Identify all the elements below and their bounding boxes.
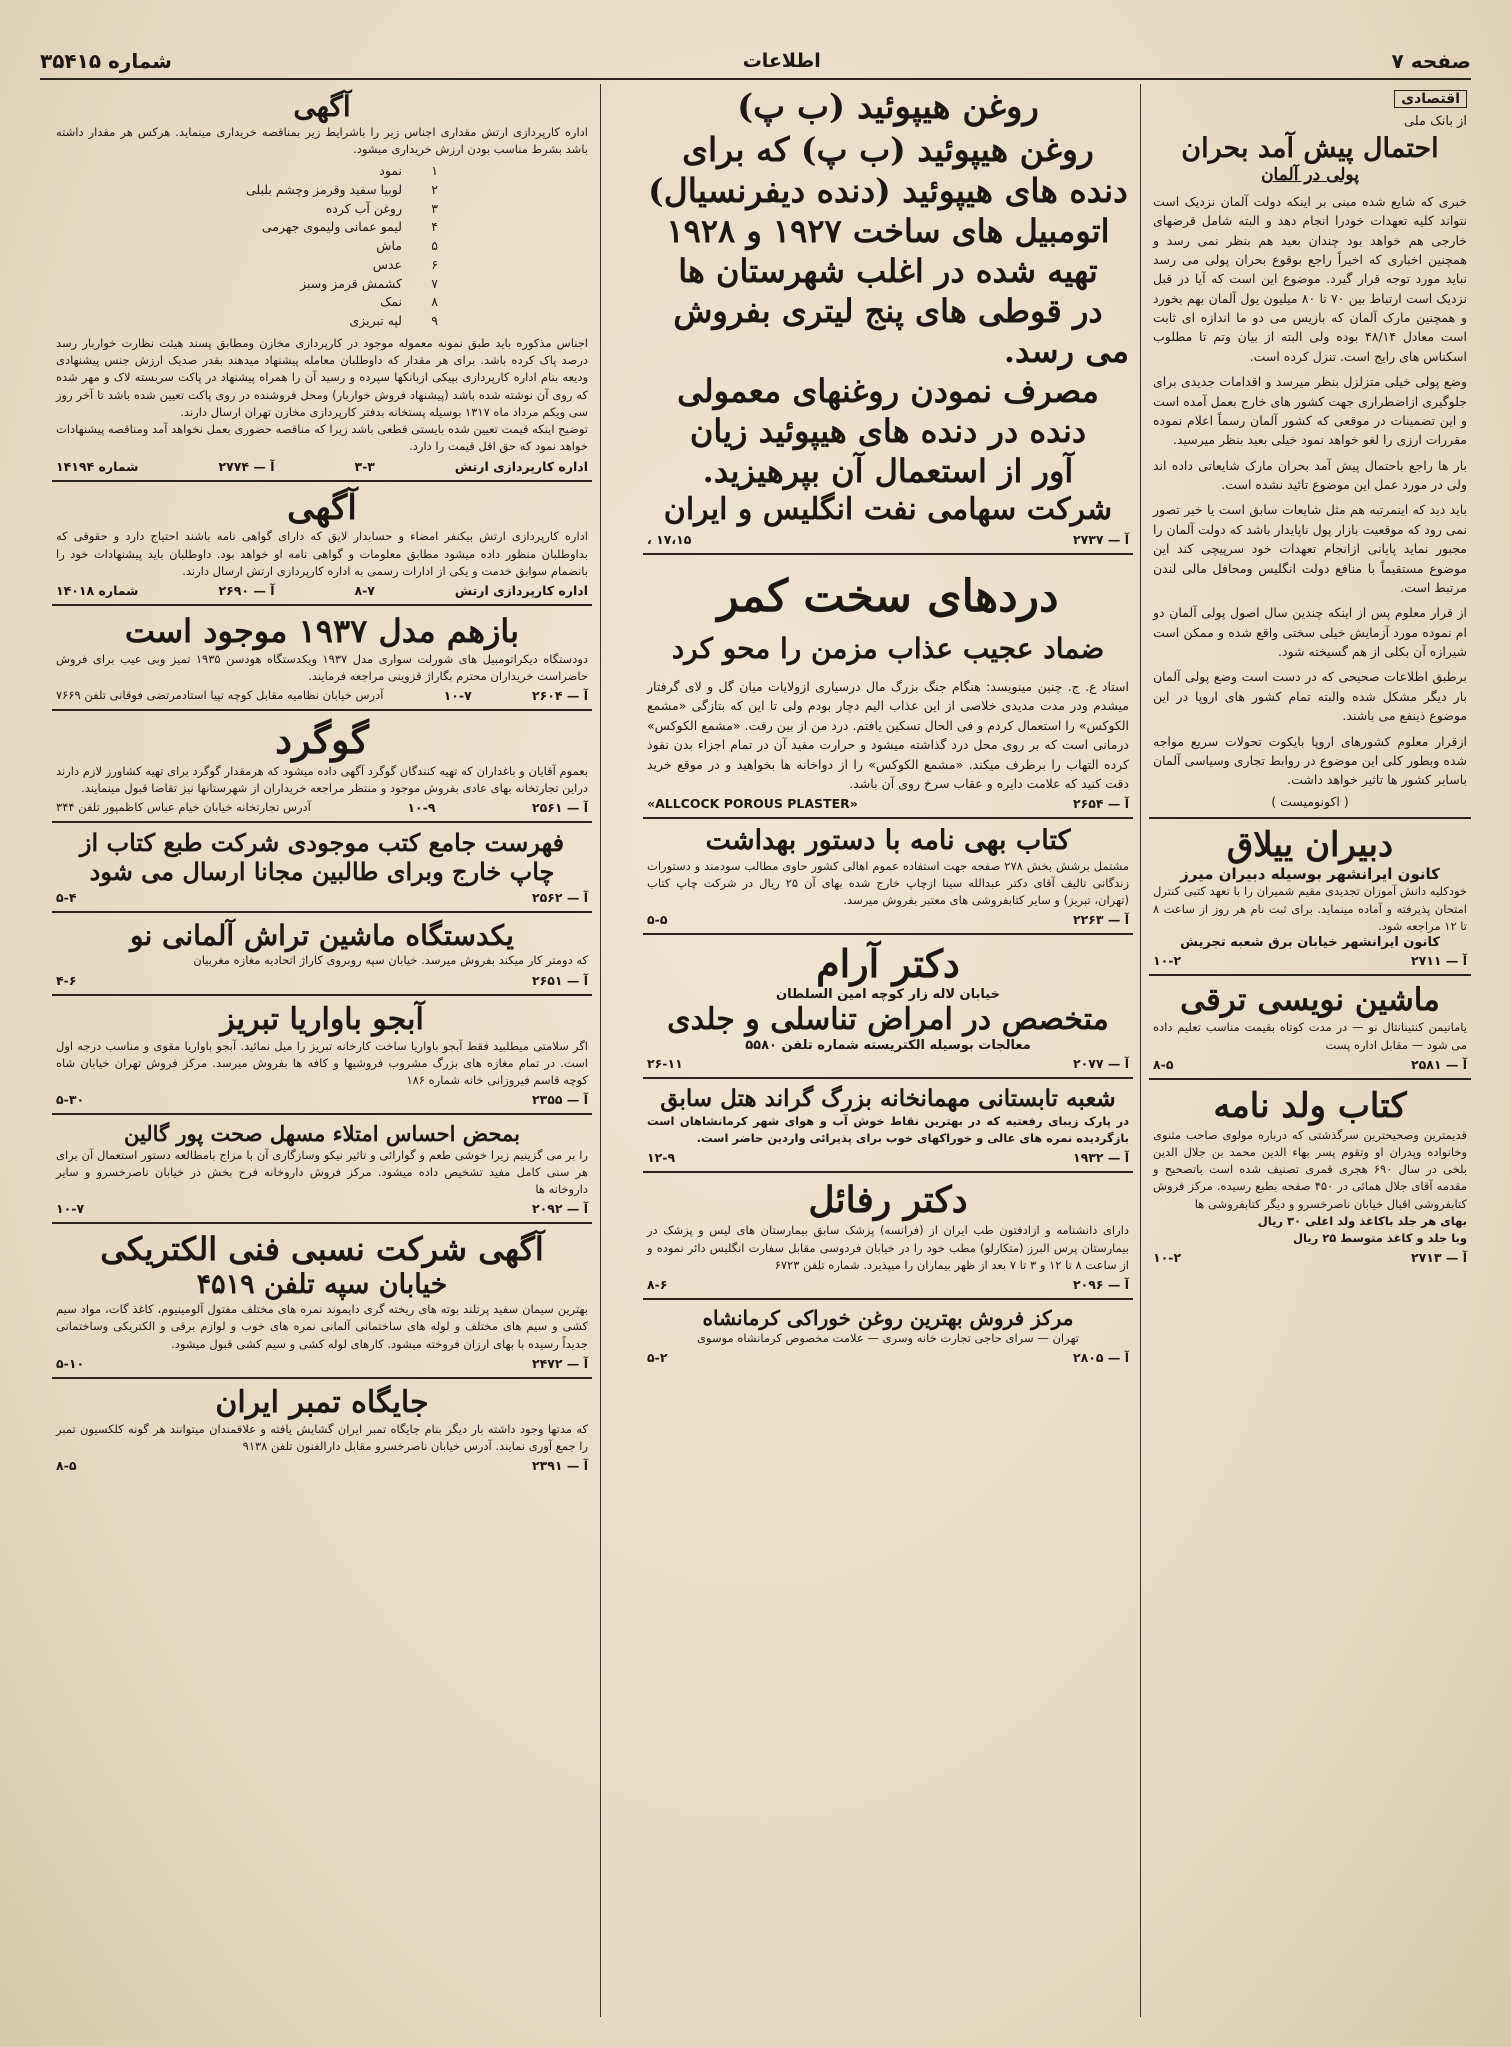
item-number: ۳ — [431, 200, 438, 216]
ad-body: اداره کارپردازی ارتش بیکنفر امضاء و حسابدار لایق که دارای گواهی نامه باشند احتیاج دارد و حقوقی که بداوطلبان منظور داده میشود مطابق معلومات و گواهی نامه او خواهد بود. داوطلبان باید پیشنهادات خود را بانضمام سوابق خدمت و یکی از ادارات رسمی به اداره کارپردازی ارتش ارسال دارند. — [56, 529, 588, 578]
article-credit: ( اکونومیست ) — [1271, 793, 1349, 809]
electric-ad-subtitle: خیابان سپه تلفن ۴۵۱۹ — [196, 1268, 448, 1300]
item-label: نمود — [379, 163, 402, 179]
laxative-ad-body: را بر می گزینیم زیرا خوشی طعم و گوارائی و تاثیر نیکو وسازگاری آن با مزاج بامطالعه دستور استعمال آن برای هر سنی کامل مفید تشخیص داده میشود. مرکز فروش داروخانه فرح بخش در خیابان ناصرخسرو و سایر داروخانه ها — [56, 1147, 588, 1196]
ad-date: ۸-۵ — [1153, 1056, 1174, 1072]
school-ad-address: کانون ایرانشهر خیابان برق شعبه تجریش — [1180, 935, 1440, 951]
army-staff-ad — [52, 482, 592, 607]
ad-code: آ — ۲۶۰۴ — [531, 688, 588, 704]
laxative-ad-title: بمحض احساس امتلاء مسهل صحت پور گالین — [123, 1121, 521, 1147]
ad-date: ۱۰-۲ — [1153, 953, 1182, 969]
car-ad-address: آدرس خیابان نظامیه مقابل کوچه تپیا استادمرتضی فوقانی تلفن ۷۶۶۹ — [56, 688, 384, 703]
supplies-list-item — [56, 312, 438, 331]
ads-column — [52, 84, 592, 2017]
item-label: کشمش قرمز وسبز — [300, 275, 402, 291]
middle-column — [643, 84, 1133, 2017]
hotel-body: در پارک زیبای رفعتیه که در بهترین نقاط خوش آب و هوای شهر کرمانشاهان است بازگردیده نمره های عالی و خوراکهای خوب برای پذیرائی واردین حاضر است. — [647, 1113, 1129, 1145]
electric-company-ad — [52, 1224, 592, 1379]
hotel-ad — [643, 1079, 1133, 1173]
book-ad-price: بهای هر جلد باکاغذ ولد اعلی ۳۰ ریال — [1257, 1213, 1467, 1228]
army-supplies-ad — [52, 84, 592, 482]
ad-date: ۵-۱۰ — [56, 1355, 85, 1371]
cooking-oil-title: مرکز فروش بهترین روغن خوراکی کرمانشاه — [702, 1306, 1074, 1331]
ad-date: ۸-۶ — [647, 1277, 668, 1293]
ad-code: آ — ۲۶۹۰ — [218, 583, 275, 599]
ad-code: آ — ۲۵۶۲ — [531, 889, 588, 905]
oil-ad-company: شرکت سهامی نفت انگلیس و ایران — [663, 492, 1113, 527]
book-ad-body: قدیمترین وصحیحترین سرگذشتی که درباره مولوی صاحب مثنوی وخانواده وپدران او وتقوم پسر بهاء الدین محمد بن جلال الدین بلخی در سال ۶۹۰ هجری قمری تصنیف شده است باتصحیح و مقدمه آقای جلال همائی در ۴۵۰ صفحه بطبع رسیده. مرکز فروش کتابفروشی اقبال خیابان ناصرخسرو و دیگر کتابفروشی ها — [1153, 1127, 1467, 1211]
typing-ad-title: ماشین نویسی ترقی — [1180, 982, 1440, 1019]
ad-date: ۱۲-۹ — [647, 1150, 676, 1166]
beer-ad — [52, 996, 592, 1116]
sulfur-ad — [52, 711, 592, 823]
ad-intro: اداره کارپردازی ارتش مقداری اجناس زیر را باشرایط زیر بمناقصه خریداری مینماید. هرکس هر مقدار داشته باشد بشرط مناسب بودن ارزش خریداری میشود. — [56, 124, 588, 156]
doctor-address: خیابان لاله زار کوچه امین السلطان — [776, 987, 1000, 1003]
ad-code: آ — ۲۵۶۱ — [531, 800, 588, 816]
car-ad-title: بازهم مدل ۱۹۳۷ موجود است — [124, 612, 520, 651]
health-book-ad — [643, 819, 1133, 935]
item-label: نمک — [380, 294, 402, 310]
back-pain-title: دردهای سخت کمر — [717, 570, 1059, 622]
ad-date: ۵-۴ — [56, 889, 77, 905]
oil-ad-line: در قوطی های پنج لیتری بفروش — [673, 292, 1103, 330]
ad-code: آ — ۲۲۶۳ — [1072, 912, 1129, 928]
oil-ad-line: مصرف نمودن روغنهای معمولی — [677, 372, 1099, 410]
beer-ad-title: آبجو باواریا تبریز — [220, 1001, 424, 1037]
ad-title: آگهی — [287, 487, 357, 528]
ad-code: آ — ۲۶۵۴ — [1072, 796, 1129, 812]
sulfur-ad-address: آدرس تجارتخانه خیابان خیام عباس کاظمپور تلفن ۳۴۴ — [56, 800, 311, 815]
item-number: ۵ — [431, 238, 438, 254]
ad-date: ۲۶-۱۱ — [647, 1056, 683, 1072]
book-ad-price: وبا جلد و کاغذ متوسط ۲۵ ریال — [1292, 1231, 1467, 1246]
ad-signature: اداره کارپردازی ارتش — [454, 458, 588, 474]
supplies-list-item — [56, 275, 438, 294]
column-rule-left — [600, 84, 601, 2017]
section-label: اقتصادی — [1394, 90, 1467, 108]
oil-ad-line: دنده های هیپوئید (دنده دیفرنسیال) — [648, 170, 1128, 210]
page-number: صفحه ۷ — [1391, 49, 1471, 73]
supplies-list-item — [56, 181, 438, 200]
book-ad — [1149, 1080, 1471, 1272]
back-pain-subtitle: ضماد عجیب عذاب مزمن را محو کرد — [671, 631, 1105, 665]
lathe-ad-body: که دومتر کار میکند بفروش میرسد. خیابان سپه روبروی کاراژ اتحادیه مغازه مغربیان — [193, 953, 588, 968]
supplies-list-item — [56, 162, 438, 181]
supplies-list-item — [56, 293, 438, 312]
oil-ad-line: می رسد. — [1003, 332, 1129, 370]
article-paragraph: از قرار معلوم پس از اینکه چندین سال اصول پولی آلمان دو ام نموده مورد آزمایش خیلی سختی واقع شده و ممکن است شیرازه آن بکلی از هم گسیخته شود. — [1153, 605, 1467, 660]
ad-code: آ — ۲۴۷۲ — [531, 1355, 588, 1371]
article-paragraph: ازقرار معلوم کشورهای اروپا بایکوت تحولات سریع مواجه شده وبطور کلی این موضوع در روابط تجاری وسیاسی آلمان باسایر کشور ها تاثیر خواهد داشت. — [1153, 733, 1467, 788]
ad-code: آ — ۲۳۵۵ — [531, 1092, 588, 1108]
car-ad-body: دودستگاه دیکراتومبیل های شورلت سواری مدل ۱۹۳۷ ویکدستگاه هودسن ۱۹۳۵ تمیز وبی عیب برای فروش حاضراست خریداران محترم بگاراژ قزوینی مراجعه فرمایند. — [56, 651, 588, 683]
health-book-body: مشتمل برشش بخش ۲۷۸ صفحه جهت استفاده عموم اهالی کشور حاوی مطالب سودمند و دستورات زندگانی تالیف آقای دکتر عبدالله سینا ازچاپ خارج شده بهای آن ۲۵ ریال در شرکت چاپ کتاب (تهران، تبریز) و سایر کتابفروشی های معتبر بفروش میرسد. — [647, 858, 1130, 908]
school-ad-subtitle: کانون ایرانشهر بوسیله دبیران میرز — [1180, 865, 1440, 884]
article-paragraph: خبری که شایع شده مبنی بر اینکه دولت آلمان نزدیک است نتواند کلیه تعهدات خودرا انجام دهد و البته شامل قرضهای خارجی هم خواهد بود چندان بعید هم بنظر نمی رسد و همچنین اخباری که اخیراً راجع بوقوع بحران پولی می رسد نباید مورد توجه قرار گیرد. موضوع این است که آیا در قبل نزدیک است ارتباط بین ۷۰ تا ۸۰ میلیون یول آلمان بهم بخورد و همچنین مارک آلمان که بازیس می دو ما اندازه ای ثابت است معادل ۴۸/۱۴ بوده ولی البته از بیان وتم تا مطلوب اسکناس های رایج است. تنزل کرده است. — [1153, 193, 1468, 364]
ad-code: آ — ۲۶۵۱ — [531, 972, 588, 988]
item-label: لپه تبریزی — [349, 313, 402, 329]
oil-ad-line: آور از استعمال آن بپرهیزید. — [702, 452, 1074, 490]
ad-code: آ — ۱۹۳۲ — [1072, 1150, 1129, 1166]
school-ad-body: خودکلیه دانش آموزان تجدیدی مقیم شمیران را با تعهد کتبی کنترل امتحان پذیرفته و آماده مینماید. برای ثبت نام هر روز از ساعت ۸ تا ۱۲ مراجعه شود. — [1153, 884, 1467, 933]
lathe-ad-title: یکدستگاه ماشین تراش آلمانی نو — [130, 918, 514, 952]
stamp-ad — [52, 1379, 592, 1480]
supplies-list-item — [56, 256, 438, 275]
health-book-title: کتاب بهی نامه با دستور بهداشت — [705, 825, 1071, 857]
oil-ad-line: اتومبیل های ساخت ۱۹۲۷ و ۱۹۲۸ — [666, 212, 1110, 250]
catalog-line: چاپ خارج وبرای طالبین مجانا ارسال می شود — [89, 856, 555, 886]
book-ad-title: کتاب ولد نامه — [1213, 1085, 1407, 1126]
supplies-list — [56, 162, 588, 331]
item-number: ۱ — [431, 163, 438, 179]
ad-date: ۸-۵ — [56, 1458, 77, 1474]
stamp-ad-body: که مدتها وجود داشته بار دیگر بنام جایگاه تمبر ایران گشایش یافته و علاقمندان میتوانند هر گونه کلکسیون تمبر را جمع آوری نمایند. آدرس خیابان ناصرخسرو مقابل دارالفنون تلفن ۹۱۳۸ — [56, 1421, 588, 1454]
ad-code: آ — ۲۷۷۴ — [218, 458, 275, 474]
ad-code: آ — ۲۰۹۲ — [531, 1201, 588, 1217]
ad-body: اجناس مذکوره باید طبق نمونه معموله موجود در کارپردازی مخازن ومطابق پسند هیئت نظارت خواربار رسد درصد پاک کرده باشد. برای هر مقدار که داوطلبان معامله پیشنهاد میدهند بقدر صدیک ارزش جنس پیشنهادی ودیعه بنام اداره کارپردازی بپیکی ازبانکها سپرده و رسید آن را همراه پیشنهاد در پاکت سربسته لاک و مهر شده که روی آن نوشته شده باشد (پیشنهاد فروش خواربار) ومحل فروشنده در روی پاکت تعیین شده باشد تا آخر روز سی ویکم مرداد ماه ۱۳۱۷ بوسیله پستخانه بدفتر کارپردازی مخازن تهران ارسال دارند. — [56, 335, 588, 419]
article-subhead: پولی در آلمان — [1261, 165, 1359, 186]
ad-code: آ — ۲۸۰۵ — [1072, 1350, 1129, 1366]
oil-ad-line: تهیه شده در اغلب شهرستان ها — [678, 252, 1098, 290]
ad-code: آ — ۲۵۸۱ — [1410, 1056, 1467, 1072]
item-label: لیمو عمانی ولیموی جهرمی — [261, 219, 402, 235]
book-catalog-ad — [52, 823, 592, 913]
electric-ad-body: بهترین سیمان سفید پرتلند بوته های ریخته گری دایموند نمره های مختلف مفتول آلومینیوم، کاغذ گات، مواد سیم کشی و سیم های مختلف و لوله های ساختمانی آلمانی نمره های خوب و لوازم برقی و الکتریکی وساختمانی جدیداً رسیده با بهای ارزان فروخته میشود. کارهای لوله کشی و سیم کشی قبول میشود. — [56, 1302, 588, 1351]
item-label: عدس — [372, 256, 402, 272]
item-number: ۴ — [431, 219, 438, 235]
ad-signature: اداره کارپردازی ارتش — [454, 583, 588, 599]
ad-code: آ — ۲۳۹۱ — [531, 1458, 588, 1474]
back-pain-ad — [643, 555, 1133, 820]
cooking-oil-ad — [643, 1300, 1133, 1371]
oil-ad-line: روغن هیپوئید (ب پ) که برای — [682, 129, 1094, 169]
item-number: ۹ — [431, 313, 438, 329]
item-label: روغن آب کرده — [325, 200, 402, 216]
item-number: ۷ — [431, 275, 438, 291]
supplies-list-item — [56, 237, 438, 256]
ad-date: ۵-۳۰ — [56, 1092, 85, 1108]
catalog-line: فهرست جامع کتب موجودی شرکت طبع کتاب از — [79, 828, 565, 858]
car-ad — [52, 606, 592, 711]
beer-ad-body: اگر سلامتی میطلبید فقط آبجو باواریا ساخت کارخانه تبریز را میل نمائید. آبجو باواریا مقوی و مناسب درجه اول است. در تمام مغازه های بزرگ مشروب فروشیها و کافه ها بفروش میرسد. مرکز فروش تهران خیابان شاه کوچه قاسم فیروزانی خانه شماره ۱۸۶ — [56, 1038, 588, 1088]
brand-name: «ALLCOCK POROUS PLASTER» — [647, 796, 858, 812]
ad-number: شماره ۱۴۰۱۸ — [56, 583, 139, 599]
stamp-ad-title: جایگاه تمبر ایران — [215, 1384, 429, 1420]
ad-code: آ — ۲۷۱۱ — [1410, 953, 1467, 969]
doctor-phone: معالجات بوسیله الکتریسته شماره تلفن ۵۵۸۰ — [745, 1038, 1031, 1054]
typing-ad — [1149, 976, 1471, 1080]
item-label: لوبیا سفید وقرمز وچشم بلبلی — [245, 181, 402, 197]
doctor-specialty: متخصص در امراض تناسلی و جلدی — [667, 1002, 1109, 1038]
ad-title: آگهی — [293, 90, 351, 123]
ad-code: آ — ۲۷۳۷ — [1072, 531, 1129, 547]
item-number: ۸ — [431, 294, 438, 310]
oil-ad-line: دنده در دنده های هیپوئید زیان — [689, 412, 1087, 450]
paper-name: اطلاعات — [742, 50, 821, 72]
ad-code: آ — ۲۰۷۷ — [1072, 1056, 1129, 1072]
typing-ad-body: یامانیمن کنتینانتال نو — در مدت کوتاه بقیمت مناسب تعلیم داده می شود — مقابل اداره پست — [1153, 1020, 1467, 1052]
hotel-title: شعبه تابستانی مهمانخانه بزرگ گراند هتل سابق — [660, 1085, 1116, 1113]
electric-ad-title: آگهی شرکت نسبی فنی الکتریکی — [100, 1230, 544, 1269]
ad-date: ۵-۵ — [647, 912, 668, 928]
ad-date: ۸-۷ — [354, 583, 375, 599]
ad-date: ۳-۳ — [354, 458, 375, 474]
doctor-name: دکتر رفائل — [808, 1179, 968, 1222]
school-ad-title: دبیران ییلاق — [1226, 824, 1394, 865]
ad-date: ۱۰-۲ — [1153, 1250, 1182, 1266]
sulfur-ad-title: گوگرد — [275, 717, 369, 763]
ad-date: ۴-۶ — [56, 972, 77, 988]
economic-column — [1149, 84, 1471, 2017]
lathe-ad — [52, 913, 592, 996]
ad-date: ۱۷،۱۵ ، — [647, 531, 692, 547]
ad-date: ۱۰-۹ — [407, 800, 436, 816]
ad-date: ۱۰-۷ — [56, 1201, 85, 1217]
article-paragraph: برطبق اطلاعات صحیحی که در دست است وضع پولی آلمان بار دیگر مشکل شده والبته تمام کشور های اروپا در این موضوع ذینفع می باشند. — [1153, 669, 1467, 724]
page-header — [40, 44, 1471, 80]
article-paragraph: باید دید که اینمرتبه هم مثل شایعات سابق است یا خیر تصور نمی رود که موقعیت بازار پول ناپایدار باشد که دولت آلمان را مجبور نماید پایانی ازانجام تعهدات خود سرپیچی کند این موضوع مستقیماً با منافع دولت انگلیس ومحافل مالی لندن مرتبط است. — [1153, 502, 1467, 595]
ad-note: توضیح اینکه قیمت تعیین شده بایستی قطعی باشد زیرا که مناقصه حضوری بعمل نخواهد آمد ومناقصه پیشنهادات خواهد نمود که حق اقل قیمت را دارد. — [56, 422, 588, 454]
item-number: ۲ — [431, 181, 438, 197]
economic-article — [1149, 84, 1471, 819]
column-rule-right — [1140, 84, 1141, 2017]
ad-code: آ — ۲۷۱۳ — [1410, 1250, 1467, 1266]
issue-number: شماره ۳۵۴۱۵ — [40, 49, 172, 73]
supplies-list-item — [56, 218, 438, 237]
doctor-aram-ad — [643, 935, 1133, 1079]
ad-number: شماره ۱۴۱۹۴ — [56, 458, 139, 474]
item-label: ماش — [376, 238, 402, 254]
article-paragraph: وضع پولی خیلی متزلزل بنظر میرسد و اقدامات جدیدی برای جلوگیری ازاضطراری جهت کشور های خارج بعمل آمده است و این تضمینات در موقعی که کشور آلمان رسماً اعلام نموده مقررات ارزی را لغو خواهد نمود خیلی بعید بنظر میرسید. — [1153, 374, 1467, 448]
cooking-oil-body: تهران — سرای حاجی تجارت خانه وسری — علامت مخصوص کرمانشاه موسوی — [697, 1331, 1079, 1346]
ad-date: ۵-۲ — [647, 1350, 668, 1366]
laxative-ad — [52, 1115, 592, 1224]
doctor-rafael-ad — [643, 1173, 1133, 1300]
ad-code: آ — ۲۰۹۶ — [1072, 1277, 1129, 1293]
oil-ad — [643, 84, 1133, 555]
oil-ad-title: روغن هیپوئید (ب پ) — [737, 87, 1039, 127]
article-headline: احتمال پیش آمد بحران — [1181, 133, 1439, 164]
article-paragraph: بار ها راجع باحتمال پیش آمد بحران مارک شایعاتی داده اند ولی در مورد عمل این موضوع تائید نشده است. — [1153, 457, 1467, 493]
doctor-body: دارای دانشنامه و ازادفتون طب ایران از (فرانسه) پزشک سابق بیمارستان های لیس و پزشک در بیمارستان پرس البرز (متکارلو) مطب خود را در خیابان فردوسی مقابل سفارت انگلیس دائر نموده و از ساعت ۸ تا ۱۲ و ۳ تا ۷ بعد از ظهر بیماران را میپذیرد. شماره تلفن ۶۷۲۳ — [647, 1223, 1129, 1272]
school-ad — [1149, 819, 1471, 977]
supplies-list-item — [56, 200, 438, 219]
back-pain-body: استاد ع. ج. چنین مینویسد: هنگام جنگ بزرگ مال درسیاری ازولایات میان گل و لای گرفتار میشدم ودر مدت مدیدی خلاصی از این عذاب الیم دچار بودم ولی تا این که بتازگی «مشمع الکوکس» را استعمال کردم و فی الحال تسکین یافتم. درد من از بین رفت. «مشمع الکوکس» درمانی است که بر روی محل درد گذاشته میشود و حرارت مفید آن در تمام اجزاء بدن نفوذ کرده التهاب را برطرف میکند. «مشمع الکوکس» را از دواخانه ها بخواهید و در موقع خرید دقت کنید که علامت دایره و عقاب سرخ روی آن باشد. — [647, 679, 1129, 791]
ad-date: ۱۰-۷ — [443, 688, 472, 704]
article-source: از بانک ملی — [1403, 114, 1467, 129]
doctor-name: دکتر آرام — [816, 941, 960, 987]
item-number: ۶ — [431, 256, 438, 272]
sulfur-ad-body: بعموم آقایان و باغداران که تهیه کنندگان گوگرد آگهی داده میشود که هرمقدار گوگرد برای تهیه کشاورز لازم دارند دراین تجارتخانه بهای عادی بفروش موجود و منتظر مراجعه خریداران از شهرستانها نیز تقاضا قبول مینمایند. — [56, 763, 588, 795]
